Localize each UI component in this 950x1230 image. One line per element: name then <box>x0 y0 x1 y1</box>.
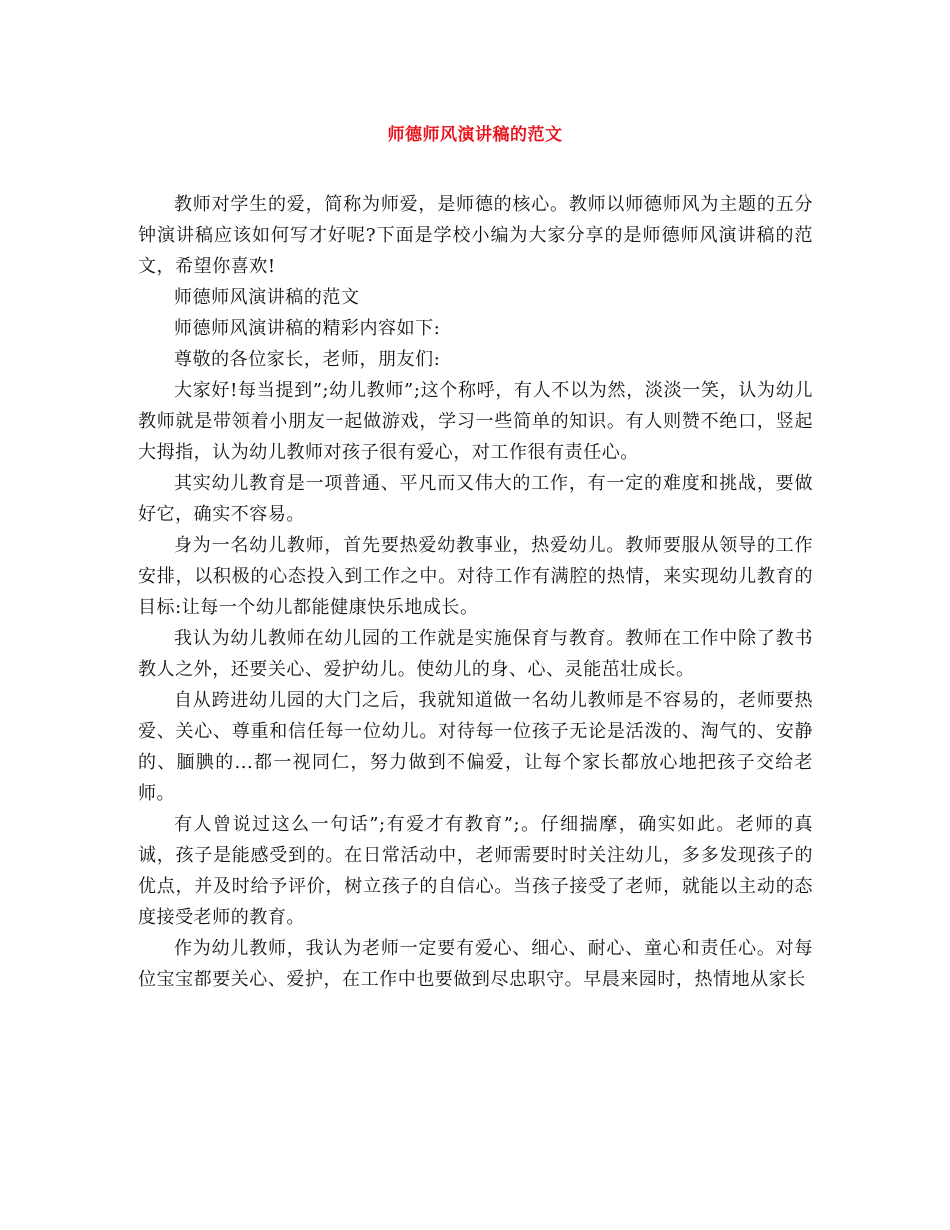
paragraph-content-lead: 师德师风演讲稿的精彩内容如下: <box>174 318 441 339</box>
paragraph-intro: 教师对学生的爱，简称为师爱，是师德的核心。教师以师德师风为主题的五分钟演讲稿应该如何写才好呢?下面是学校小编为大家分享的是师德师风演讲稿的范文，希望你喜欢! <box>138 194 813 277</box>
paragraph-body: 我认为幼儿教师在幼儿园的工作就是实施保育与教育。教师在工作中除了教书教人之外，还要关心、爱护幼儿。使幼儿的身、心、灵能茁壮成长。 <box>138 628 813 680</box>
document-title: 师德师风演讲稿的范文 <box>387 125 563 145</box>
paragraph-body: 作为幼儿教师，我认为老师一定要有爱心、细心、耐心、童心和责任心。对每位宝宝都要关心、爱护，在工作中也要做到尽忠职守。早晨来园时，热情地从家长 <box>138 938 813 990</box>
document-body <box>138 189 813 995</box>
paragraph-body: 有人曾说过这么一句话”;有爱才有教育”;。仔细揣摩，确实如此。老师的真诚，孩子是能感受到的。在日常活动中，老师需要时时关注幼儿，多多发现孩子的优点，并及时给予评价，树立孩子的自信心。当孩子接受了老师，就能以主动的态度接受老师的教育。 <box>138 814 813 928</box>
paragraph-body: 其实幼儿教育是一项普通、平凡而又伟大的工作，有一定的难度和挑战，要做好它，确实不容易。 <box>138 473 813 525</box>
paragraph-body: 身为一名幼儿教师，首先要热爱幼教事业，热爱幼儿。教师要服从领导的工作安排，以积极的心态投入到工作之中。对待工作有满腔的热情，来实现幼儿教育的目标:让每一个幼儿都能健康快乐地成长。 <box>138 535 813 618</box>
paragraph-subtitle: 师德师风演讲稿的范文 <box>174 287 360 308</box>
paragraph-body: 自从跨进幼儿园的大门之后，我就知道做一名幼儿教师是不容易的，老师要热爱、关心、尊重和信任每一位幼儿。对待每一位孩子无论是活泼的、淘气的、安静的、腼腆的...都一视同仁，努力做到不偏爱，让每个家长都放心地把孩子交给老师。 <box>138 690 813 804</box>
paragraph-salutation: 尊敬的各位家长，老师，朋友们: <box>174 349 441 370</box>
paragraph-greeting: 大家好!每当提到”;幼儿教师”;这个称呼，有人不以为然，淡淡一笑，认为幼儿教师就是带领着小朋友一起做游戏，学习一些简单的知识。有人则赞不绝口，竖起大拇指，认为幼儿教师对孩子很有爱心，对工作很有责任心。 <box>138 380 813 463</box>
